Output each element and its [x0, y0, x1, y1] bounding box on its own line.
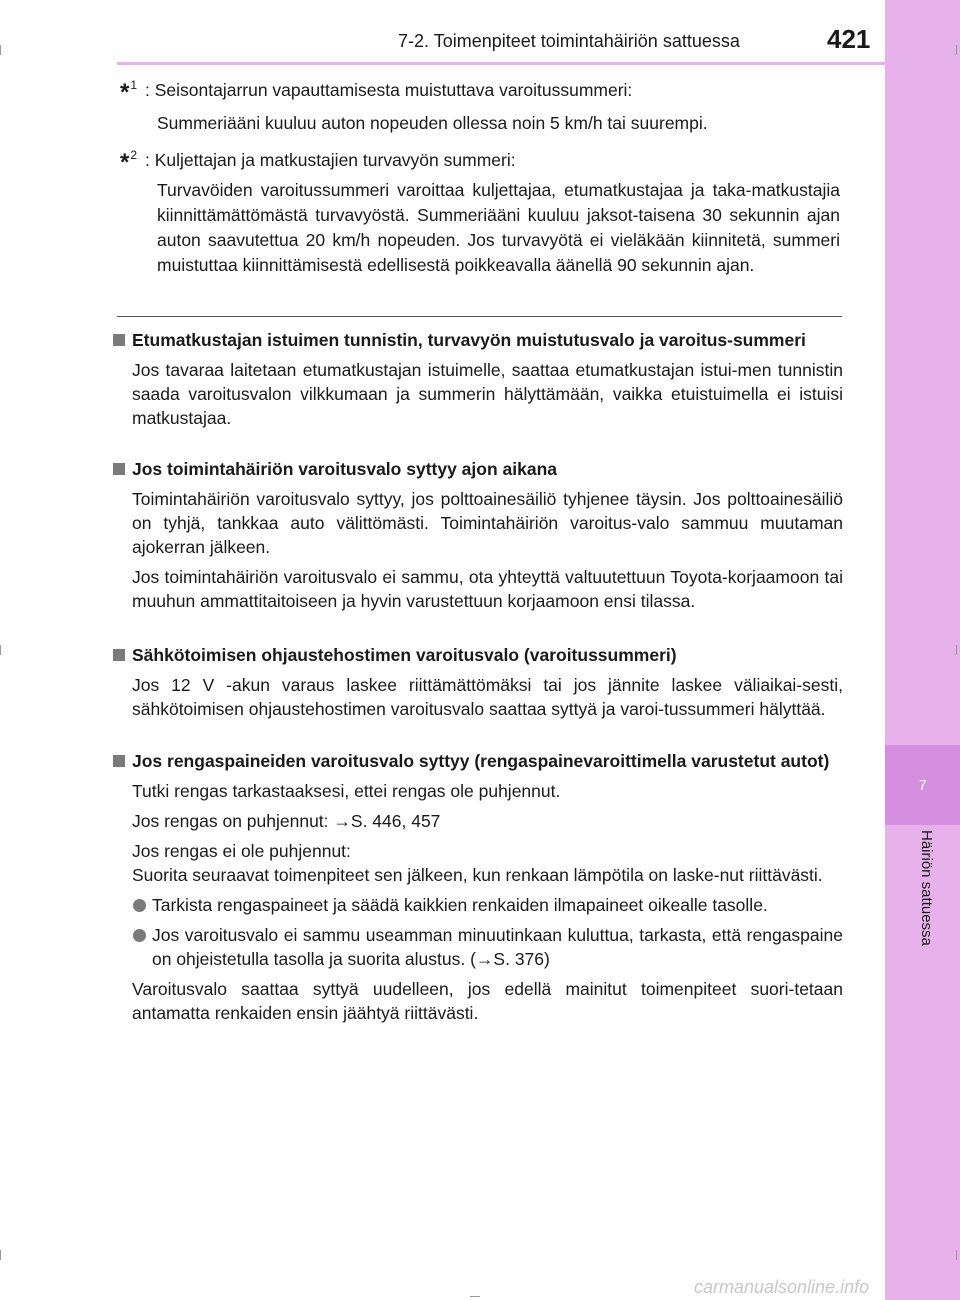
page-number: 421	[827, 24, 871, 54]
footnote-1-body: Summeriääni kuuluu auton nopeuden ollessa noin 5 km/h tai suurempi.	[157, 113, 708, 133]
square-bullet-icon	[113, 649, 125, 661]
footnote-marker: *$^2$	[120, 148, 138, 176]
crop-mark	[0, 1250, 1, 1260]
footnote-2-label: *$^2$ : Kuljettajan ja matkustajien turvavyön summeri:	[120, 143, 840, 175]
crop-mark	[956, 1250, 957, 1260]
chapter-title: Häiriön sattuessa	[918, 830, 935, 946]
section-paragraph: Varoitusvalo saattaa syttyä uudelleen, jos edellä mainitut toimenpiteet suori-tetaan antamatta renkaiden ensin jäähtyä riittävästi.	[132, 979, 843, 1023]
section-heading: Jos toimintahäiriön varoitusvalo syttyy ajon aikana	[113, 457, 843, 481]
crop-mark	[0, 45, 1, 55]
square-bullet-icon	[113, 463, 125, 475]
section-power-steering	[113, 643, 843, 721]
footnote-marker: *$^1$	[120, 78, 138, 106]
list-item: Jos varoitusvalo ei sammu useamman minuutinkaan kuluttua, tarkasta, että rengaspaine on ohjeistetulla tasolla ja suorita alustus. (→S. 376)	[132, 923, 843, 971]
header-title: 7-2. Toimenpiteet toimintahäiriön sattuessa	[398, 31, 740, 51]
section-paragraph: Jos rengas on puhjennut: →S. 446, 457	[132, 811, 441, 831]
footnote-1-label: *$^1$ : Seisontajarrun vapauttamisesta muistuttava varoitussummeri:	[120, 73, 840, 105]
header-rule	[117, 62, 885, 65]
round-bullet-icon	[133, 929, 146, 942]
section-paragraph: Jos toimintahäiriön varoitusvalo ei sammu, ota yhteyttä valtuutettuun Toyota-korjaamoon tai muuhun ammattitaitoiseen ja hyvin varustettuun korjaamoon ensi tilassa.	[132, 567, 843, 611]
section-paragraph: Jos 12 V -akun varaus laskee riittämättömäksi tai jos jännite laskee väliaikai-sesti, sähkötoimisen ohjaustehostimen varoitusvalo saattaa syttyä ja varoi-tussummeri hälyttää.	[132, 675, 843, 719]
watermark: carmanualsonline.info	[694, 1277, 870, 1297]
section-paragraph: Suorita seuraavat toimenpiteet sen jälkeen, kun renkaan lämpötila on laske-nut riittävästi.	[132, 865, 823, 885]
section-passenger-sensor	[113, 328, 843, 430]
section-divider	[117, 316, 842, 317]
section-tire-pressure	[113, 749, 843, 1025]
round-bullet-icon	[133, 899, 146, 912]
crop-mark	[470, 1296, 480, 1297]
section-heading: Etumatkustajan istuimen tunnistin, turvavyön muistutusvalo ja varoitus-summeri	[113, 328, 843, 352]
section-paragraph: Toimintahäiriön varoitusvalo syttyy, jos polttoainesäiliö tyhjenee täysin. Jos polttoainesäiliö on tyhjä, tankkaa auto välittömästi. Toimintahäiriön varoitus-valo sammuu muutaman ajokerran jälkeen.	[132, 489, 843, 557]
section-heading: Sähkötoimisen ohjaustehostimen varoitusvalo (varoitussummeri)	[113, 643, 843, 667]
list-item: Tarkista rengaspaineet ja säädä kaikkien renkaiden ilmapaineet oikealle tasolle.	[132, 893, 843, 917]
crop-mark	[956, 645, 957, 655]
section-malfunction-light	[113, 457, 843, 613]
section-paragraph: Tutki rengas tarkastaaksesi, ettei rengas ole puhjennut.	[132, 781, 561, 801]
crop-mark	[0, 645, 1, 655]
footnote-2-body: Turvavöiden varoitussummeri varoittaa kuljettajaa, etumatkustajaa ja taka-matkustajia kiinnittämättömästä turvavyöstä. Summeriääni kuuluu jaksot-taisena 30 sekunnin ajan auton saavutettua 20 km/h nopeuden. Jos turvavyötä ei vieläkään kiinnitetä, summeri muistuttaa kiinnittämisestä edellisestä poikkeavalla äänellä 90 sekunnin ajan.	[157, 180, 840, 275]
section-heading: Jos rengaspaineiden varoitusvalo syttyy (rengaspainevaroittimella varustetut autot)	[113, 749, 843, 773]
chapter-number-tab	[885, 745, 960, 825]
square-bullet-icon	[113, 334, 125, 346]
chapter-sidebar	[885, 0, 960, 1300]
square-bullet-icon	[113, 755, 125, 767]
crop-mark	[956, 45, 957, 55]
chapter-number: 7	[918, 776, 927, 794]
section-paragraph: Jos rengas ei ole puhjennut:	[132, 841, 351, 861]
section-paragraph: Jos tavaraa laitetaan etumatkustajan istuimelle, saattaa etumatkustajan istui-men tunnistin saada varoitusvalon vilkkumaan ja summerin hälyttämään, vaikka etuistuimella ei istuisi matkustajaa.	[132, 360, 843, 428]
